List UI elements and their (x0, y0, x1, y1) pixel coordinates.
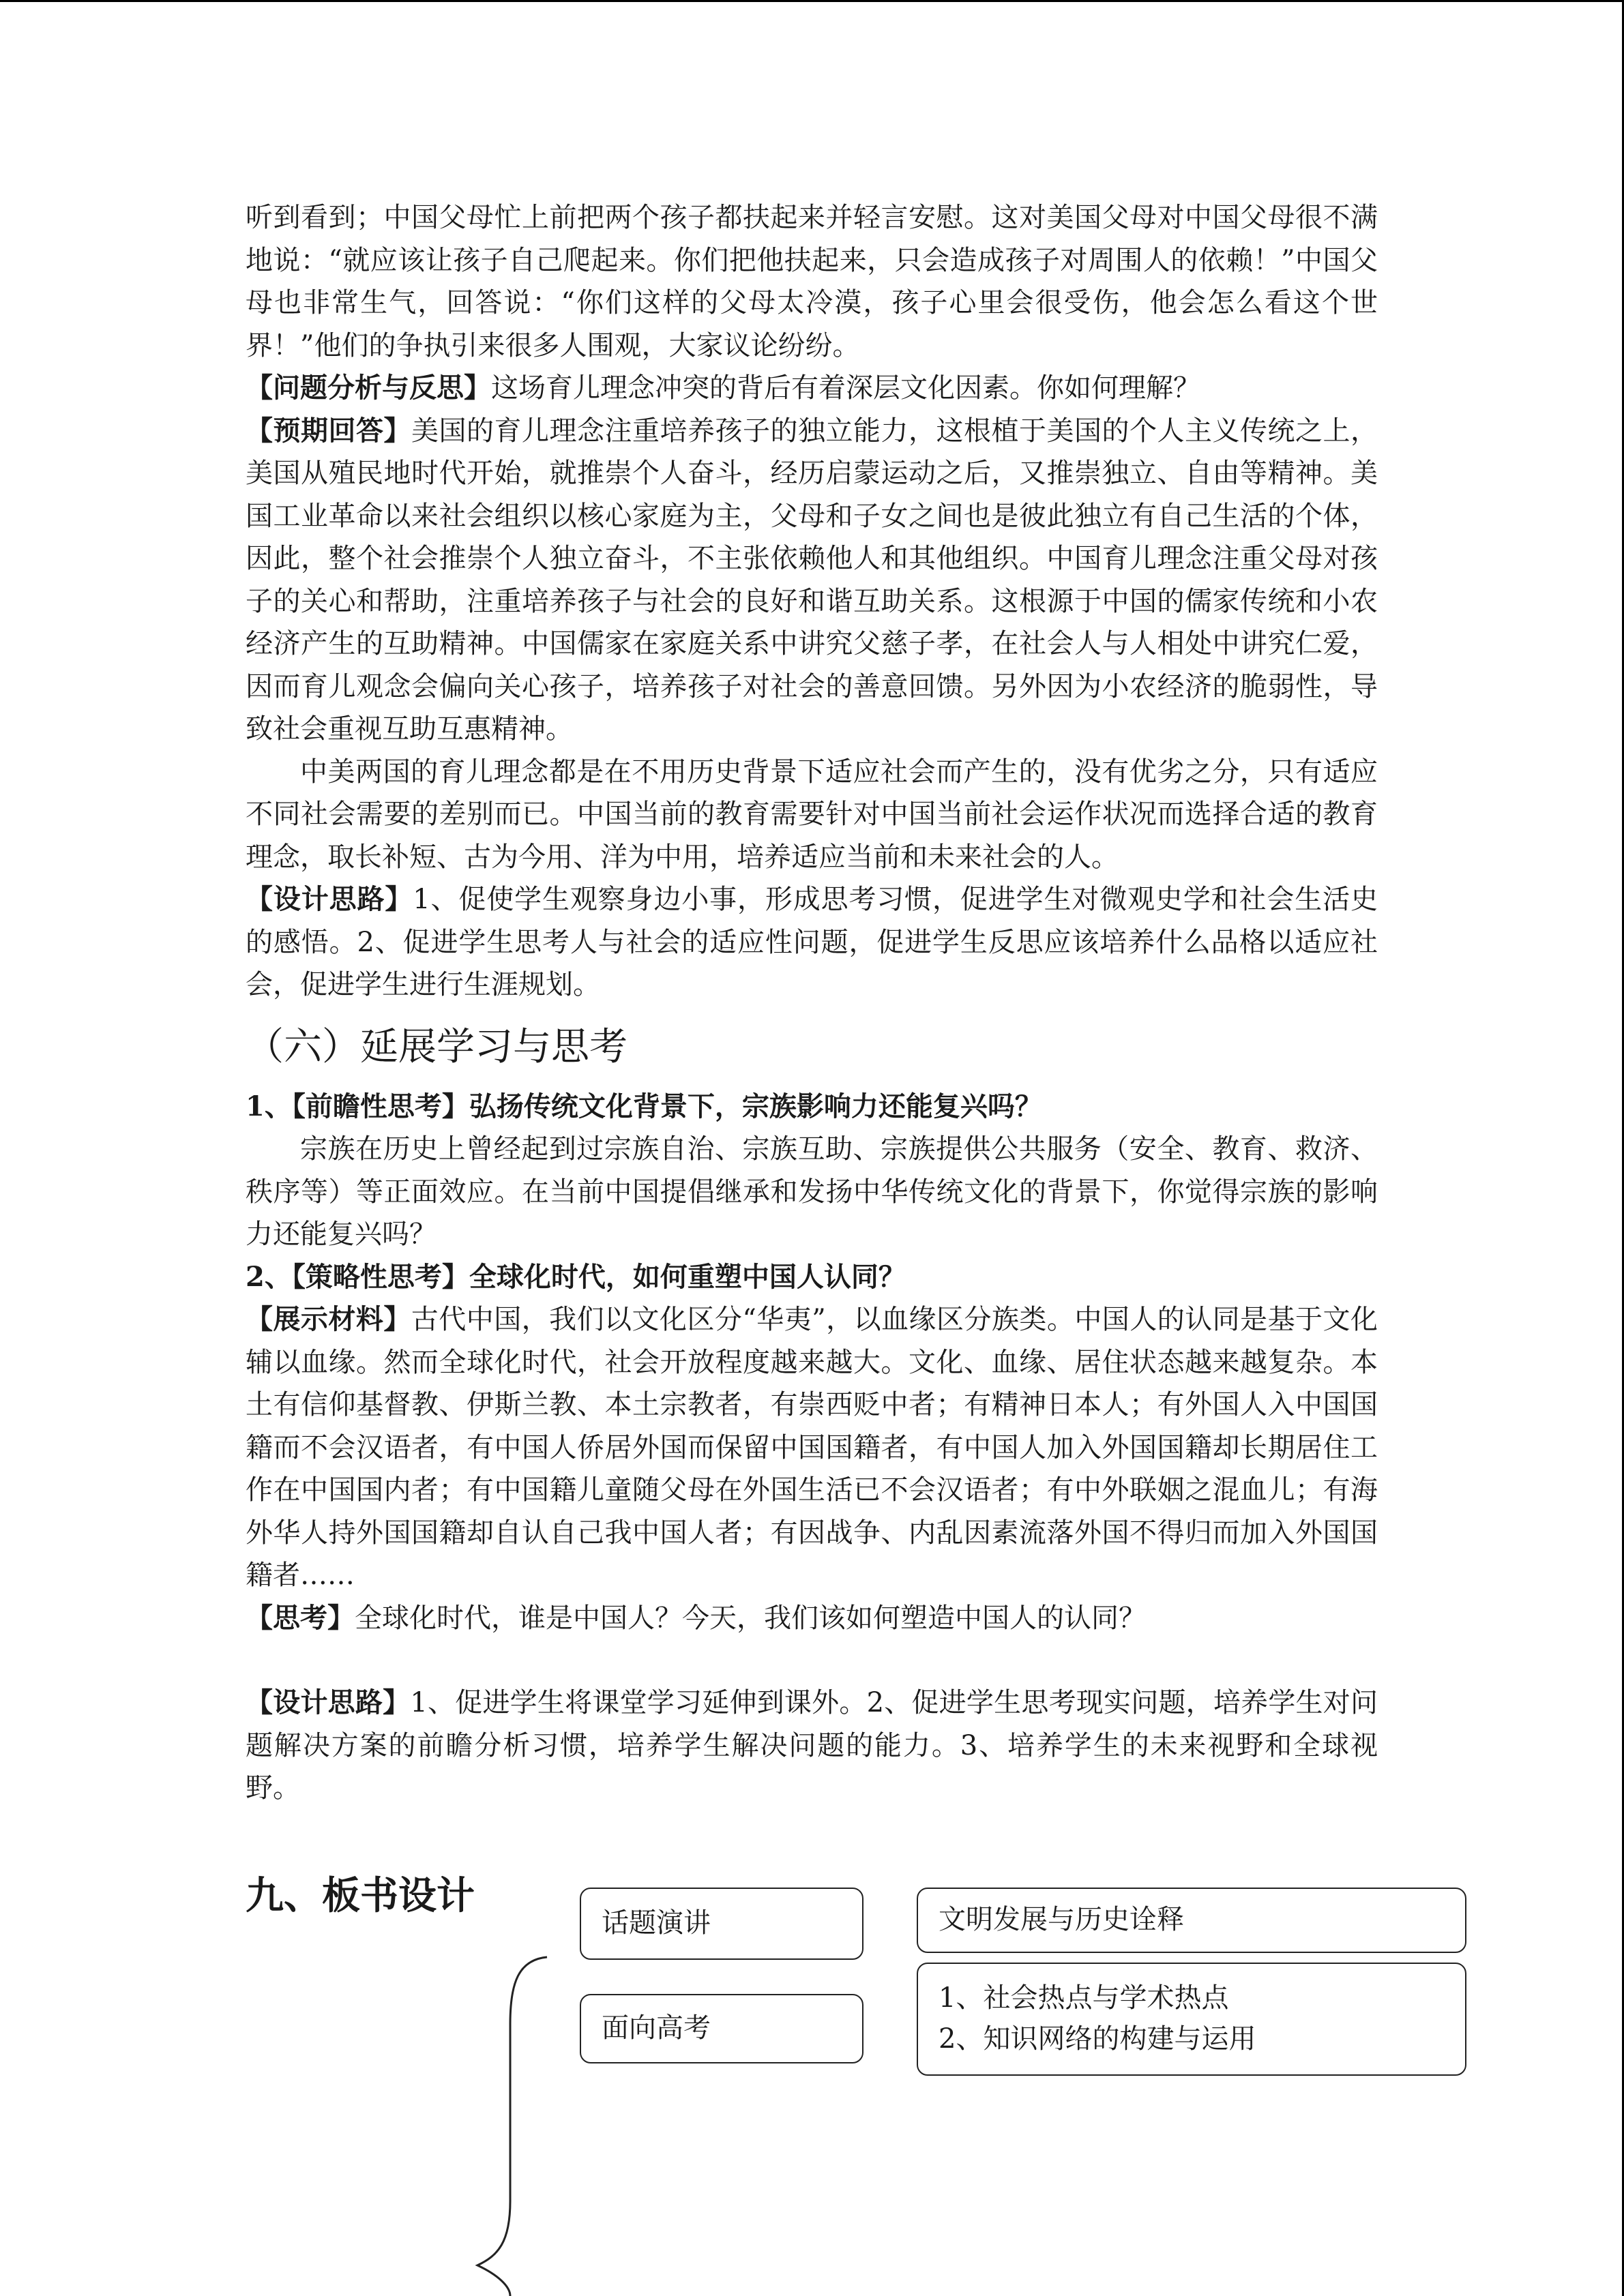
board-box-points (917, 1963, 1466, 2076)
board-box-topic-speech-label: 话题演讲 (602, 1907, 711, 1939)
material-text: 古代中国，我们以文化区分“华夷”，以血缘区分族类。中国人的认同是基于文化辅以血缘。然而全球化时代，社会开放程度越来越大。文化、血缘、居住状态越来越复杂。本土有信仰基督教、伊斯兰教、本土宗教者，有崇西贬中者；有精神日本人；有外国人入中国国籍而不会汉语者，有中国人侨居外国而保留中国国籍者，有中国人加入外国国籍却长期居住工作在中国国内者；有中国籍儿童随父母在外国生活已不会汉语者；有中外联姻之混血儿；有海外华人持外国国籍却自认自己我中国人者；有因战争、内乱因素流落外国不得归而加入外国国籍者…… (246, 1304, 1378, 1591)
expected-answer-paragraph (246, 410, 1378, 751)
board-box-topic-speech (580, 1888, 863, 1960)
material-label: 【展示材料】 (246, 1303, 411, 1335)
design-idea-label: 【设计思路】 (246, 883, 413, 915)
board-box-gaokao (580, 1994, 863, 2063)
board-box-gaokao-label: 面向高考 (602, 2012, 711, 2044)
question-1-text: 宗族在历史上曾经起到过宗族自治、宗族互助、宗族提供公共服务（安全、教育、救济、秩序等）等正面效应。在当前中国提倡继承和发扬中华传统文化的背景下，你觉得宗族的影响力还能复兴吗？ (246, 1133, 1378, 1250)
board-box-point-2: 2、知识网络的构建与运用 (939, 2023, 1256, 2055)
design-idea-paragraph-2 (246, 1682, 1378, 1810)
design-idea-label-2: 【设计思路】 (246, 1686, 411, 1718)
board-box-civilization-label: 文明发展与历史诠释 (939, 1904, 1184, 1935)
section-heading: （六）延展学习与思考 (246, 1024, 628, 1069)
question-2-heading: 2、【策略性思考】全球化时代，如何重塑中国人认同？ (246, 1260, 906, 1293)
material-paragraph (246, 1298, 1378, 1597)
design-idea-paragraph (246, 878, 1378, 1007)
top-border-line (0, 0, 1624, 2)
expected-answer-label: 【预期回答】 (246, 414, 411, 447)
think-paragraph (246, 1597, 1378, 1640)
expected-answer-text: 美国的育儿理念注重培养孩子的独立能力，这根植于美国的个人主义传统之上，美国从殖民地时代开始，就推崇个人奋斗，经历启蒙运动之后，又推崇独立、自由等精神。美国工业革命以来社会组织以核心家庭为主，父母和子女之间也是彼此独立有自己生活的个体，因此，整个社会推崇个人独立奋斗，不主张依赖他人和其他组织。中国育儿理念注重父母对孩子的关心和帮助，注重培养孩子与社会的良好和谐互助关系。这根源于中国的儒家传统和小农经济产生的互助精神。中国儒家在家庭关系中讲究父慈子孝，在社会人与人相处中讲究仁爱，因而育儿观念会偏向关心孩子，培养孩子对社会的善意回馈。另外因为小农经济的脆弱性，导致社会重视互助互惠精神。 (246, 415, 1378, 745)
story-paragraph: 听到看到；中国父母忙上前把两个孩子都扶起来并轻言安慰。这对美国父母对中国父母很不满地说：“就应该让孩子自己爬起来。你们把他扶起来，只会造成孩子对周围人的依赖！”中国父母也非常生气，回答说：“你们这样的父母太冷漠，孩子心里会很受伤，他会怎么看这个世界！”他们的争执引来很多人围观，大家议论纷纷。 (246, 202, 1378, 361)
board-box-civilization (917, 1888, 1466, 1953)
document-body (246, 196, 1378, 1810)
analysis-text: 这场育儿理念冲突的背后有着深层文化因素。你如何理解？ (491, 372, 1200, 404)
board-box-point-1: 1、社会热点与学术热点 (939, 1982, 1229, 2014)
board-design-title: 九、板书设计 (246, 1873, 475, 1918)
think-text: 全球化时代，谁是中国人？今天，我们该如何塑造中国人的认同？ (355, 1602, 1146, 1634)
design-idea-text: 1、促使学生观察身边小事，形成思考习惯，促进学生对微观史学和社会生活史的感悟。2、促进学生思考人与社会的适应性问题，促进学生反思应该培养什么品格以适应社会，促进学生进行生涯规划。 (246, 884, 1378, 1000)
curly-brace (471, 1956, 552, 2296)
analysis-paragraph (246, 367, 1378, 410)
analysis-label: 【问题分析与反思】 (246, 372, 491, 404)
think-label: 【思考】 (246, 1601, 355, 1634)
spacer (246, 1639, 1378, 1682)
question-1-heading: 1、【前瞻性思考】弘扬传统文化背景下，宗族影响力还能复兴吗？ (246, 1090, 1042, 1122)
design-idea-text-2: 1、促进学生将课堂学习延伸到课外。2、促进学生思考现实问题，培养学生对问题解决方案的前瞻分析习惯，培养学生解决问题的能力。3、培养学生的未来视野和全球视野。 (246, 1687, 1378, 1804)
conclusion-paragraph: 中美两国的育儿理念都是在不用历史背景下适应社会而产生的，没有优劣之分，只有适应不同社会需要的差别而已。中国当前的教育需要针对中国当前社会运作状况而选择合适的教育理念，取长补短、古为今用、洋为中用，培养适应当前和未来社会的人。 (246, 756, 1378, 873)
